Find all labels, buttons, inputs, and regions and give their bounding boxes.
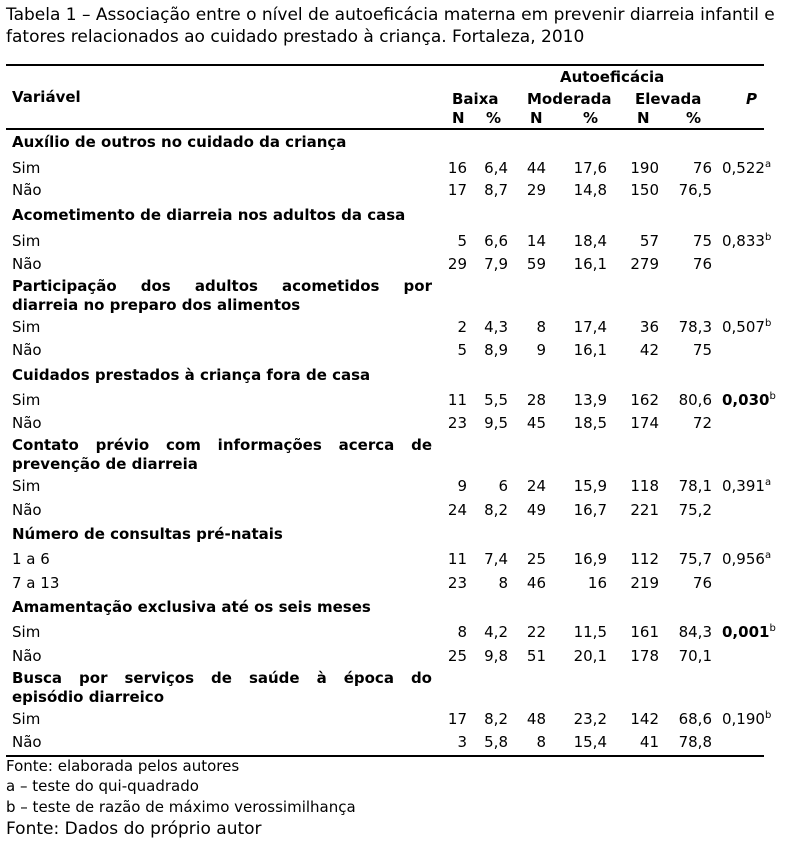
row-label: Sim [12, 623, 41, 641]
cell-pct-baixa: 8,2 [484, 501, 508, 519]
cell-pct-moderada: 15,4 [573, 733, 607, 751]
header-moderada: Moderada [527, 90, 612, 108]
header-autoeficacia: Autoeficácia [560, 68, 665, 86]
cell-pct-baixa: 6 [498, 477, 508, 495]
cell-pct-baixa: 5,5 [484, 391, 508, 409]
cell-p-value: 0,507$^b$ [722, 318, 772, 336]
section-title: Contato prévio com informações acerca de prevenção de diarreia [12, 436, 432, 473]
cell-n-moderada: 48 [526, 710, 546, 728]
cell-n-baixa: 11 [447, 391, 467, 409]
cell-n-elevada: 42 [639, 341, 659, 359]
cell-n-moderada: 24 [526, 477, 546, 495]
cell-pct-baixa: 4,3 [484, 318, 508, 336]
cell-pct-elevada: 70,1 [678, 647, 712, 665]
cell-n-baixa: 8 [457, 623, 467, 641]
cell-n-baixa: 24 [447, 501, 467, 519]
row-label: Sim [12, 477, 41, 495]
cell-pct-moderada: 23,2 [573, 710, 607, 728]
row-label: Não [12, 181, 42, 199]
cell-p-value: 0,833$^b$ [722, 232, 772, 250]
cell-pct-moderada: 16,1 [573, 255, 607, 273]
cell-n-moderada: 46 [526, 574, 546, 592]
cell-pct-moderada: 18,4 [573, 232, 607, 250]
cell-pct-elevada: 68,6 [678, 710, 712, 728]
header-n-elevada: N [637, 109, 650, 127]
row-label: Sim [12, 232, 41, 250]
cell-pct-moderada: 11,5 [573, 623, 607, 641]
cell-n-moderada: 44 [526, 159, 546, 177]
cell-pct-elevada: 75,2 [678, 501, 712, 519]
cell-n-baixa: 23 [447, 414, 467, 432]
cell-pct-moderada: 18,5 [573, 414, 607, 432]
cell-pct-baixa: 9,8 [484, 647, 508, 665]
cell-n-elevada: 150 [630, 181, 659, 199]
cell-n-baixa: 9 [457, 477, 467, 495]
cell-p-value: 0,391$^a$ [722, 477, 772, 495]
row-label: Não [12, 647, 42, 665]
cell-p-value: 0,522$^a$ [722, 159, 772, 177]
cell-n-moderada: 22 [526, 623, 546, 641]
cell-n-moderada: 29 [526, 181, 546, 199]
cell-n-elevada: 221 [630, 501, 659, 519]
cell-n-elevada: 161 [630, 623, 659, 641]
cell-pct-elevada: 78,8 [678, 733, 712, 751]
row-label: Sim [12, 391, 41, 409]
cell-n-elevada: 190 [630, 159, 659, 177]
cell-n-elevada: 279 [630, 255, 659, 273]
cell-p-value-significant: 0,030$^b$ [722, 391, 776, 409]
cell-n-baixa: 17 [447, 181, 467, 199]
cell-n-elevada: 41 [639, 733, 659, 751]
header-variavel: Variável [12, 88, 81, 106]
section-title: Cuidados prestados à criança fora de casa [12, 366, 371, 384]
cell-pct-baixa: 5,8 [484, 733, 508, 751]
cell-pct-elevada: 75 [692, 232, 712, 250]
cell-n-moderada: 49 [526, 501, 546, 519]
cell-n-moderada: 14 [526, 232, 546, 250]
cell-p-value: 0,956$^a$ [722, 550, 772, 568]
cell-n-moderada: 25 [526, 550, 546, 568]
cell-n-elevada: 178 [630, 647, 659, 665]
footnote-b: b – teste de razão de máximo verossimilhança [6, 798, 356, 816]
header-baixa: Baixa [452, 90, 499, 108]
cell-n-baixa: 3 [457, 733, 467, 751]
cell-pct-moderada: 16,9 [573, 550, 607, 568]
cell-pct-elevada: 76 [692, 255, 712, 273]
cell-pct-baixa: 7,4 [484, 550, 508, 568]
cell-pct-moderada: 17,4 [573, 318, 607, 336]
cell-pct-baixa: 8,2 [484, 710, 508, 728]
row-label: Não [12, 501, 42, 519]
section-title: Número de consultas pré-natais [12, 525, 283, 543]
section-title: Auxílio de outros no cuidado da criança [12, 133, 347, 151]
header-n-baixa: N [452, 109, 465, 127]
cell-n-moderada: 51 [526, 647, 546, 665]
header-n-moderada: N [530, 109, 543, 127]
row-label: 1 a 6 [12, 550, 50, 568]
cell-n-elevada: 219 [630, 574, 659, 592]
cell-pct-moderada: 16,1 [573, 341, 607, 359]
cell-n-baixa: 11 [447, 550, 467, 568]
header-pct-elevada: % [686, 109, 702, 127]
cell-pct-moderada: 15,9 [573, 477, 607, 495]
cell-pct-moderada: 13,9 [573, 391, 607, 409]
section-title: Busca por serviços de saúde à época do episódio diarreico [12, 669, 432, 706]
cell-pct-elevada: 76 [692, 159, 712, 177]
cell-n-baixa: 16 [447, 159, 467, 177]
cell-pct-elevada: 78,1 [678, 477, 712, 495]
cell-pct-moderada: 16,7 [573, 501, 607, 519]
cell-p-value: 0,190$^b$ [722, 710, 772, 728]
header-p: P [746, 90, 757, 108]
cell-pct-baixa: 7,9 [484, 255, 508, 273]
header-pct-moderada: % [583, 109, 599, 127]
cell-n-baixa: 2 [457, 318, 467, 336]
cell-pct-baixa: 6,6 [484, 232, 508, 250]
cell-pct-moderada: 14,8 [573, 181, 607, 199]
row-label: 7 a 13 [12, 574, 60, 592]
cell-n-elevada: 36 [639, 318, 659, 336]
cell-pct-elevada: 76 [692, 574, 712, 592]
cell-pct-moderada: 20,1 [573, 647, 607, 665]
cell-n-baixa: 29 [447, 255, 467, 273]
cell-pct-elevada: 75,7 [678, 550, 712, 568]
cell-n-moderada: 28 [526, 391, 546, 409]
cell-n-moderada: 8 [536, 318, 546, 336]
cell-n-elevada: 118 [630, 477, 659, 495]
cell-pct-elevada: 76,5 [678, 181, 712, 199]
cell-pct-elevada: 72 [692, 414, 712, 432]
cell-n-baixa: 5 [457, 341, 467, 359]
cell-n-elevada: 57 [639, 232, 659, 250]
cell-p-value-significant: 0,001$^b$ [722, 623, 776, 641]
cell-n-elevada: 162 [630, 391, 659, 409]
row-label: Sim [12, 318, 41, 336]
cell-pct-baixa: 8,9 [484, 341, 508, 359]
row-label: Sim [12, 710, 41, 728]
cell-pct-baixa: 9,5 [484, 414, 508, 432]
cell-pct-baixa: 8,7 [484, 181, 508, 199]
table-top-rule [6, 64, 764, 66]
cell-pct-baixa: 4,2 [484, 623, 508, 641]
cell-n-baixa: 17 [447, 710, 467, 728]
cell-n-baixa: 25 [447, 647, 467, 665]
cell-pct-elevada: 78,3 [678, 318, 712, 336]
cell-n-moderada: 45 [526, 414, 546, 432]
row-label: Não [12, 341, 42, 359]
header-pct-baixa: % [486, 109, 502, 127]
footnote-source: Fonte: elaborada pelos autores [6, 757, 240, 775]
cell-pct-baixa: 6,4 [484, 159, 508, 177]
row-label: Não [12, 733, 42, 751]
cell-pct-elevada: 80,6 [678, 391, 712, 409]
cell-n-moderada: 9 [536, 341, 546, 359]
row-label: Não [12, 414, 42, 432]
section-title: Amamentação exclusiva até os seis meses [12, 598, 371, 616]
cell-n-moderada: 59 [526, 255, 546, 273]
cell-n-moderada: 8 [536, 733, 546, 751]
header-elevada: Elevada [635, 90, 702, 108]
header-bottom-rule [6, 128, 764, 130]
row-label: Não [12, 255, 42, 273]
cell-n-baixa: 5 [457, 232, 467, 250]
cell-pct-moderada: 17,6 [573, 159, 607, 177]
cell-pct-elevada: 84,3 [678, 623, 712, 641]
section-title: Acometimento de diarreia nos adultos da casa [12, 206, 406, 224]
cell-pct-moderada: 16 [587, 574, 607, 592]
cell-n-elevada: 112 [630, 550, 659, 568]
cell-pct-baixa: 8 [498, 574, 508, 592]
source-note: Fonte: Dados do próprio autor [6, 819, 262, 839]
section-title: Participação dos adultos acometidos por diarreia no preparo dos alimentos [12, 277, 432, 314]
table-caption: Tabela 1 – Associação entre o nível de autoeficácia materna em prevenir diarreia infantil e fatores relacionados ao cuidado prestado à criança. Fortaleza, 2010 [6, 5, 775, 47]
row-label: Sim [12, 159, 41, 177]
cell-pct-elevada: 75 [692, 341, 712, 359]
cell-n-elevada: 174 [630, 414, 659, 432]
footnote-a: a – teste do qui-quadrado [6, 777, 199, 795]
cell-n-baixa: 23 [447, 574, 467, 592]
cell-n-elevada: 142 [630, 710, 659, 728]
